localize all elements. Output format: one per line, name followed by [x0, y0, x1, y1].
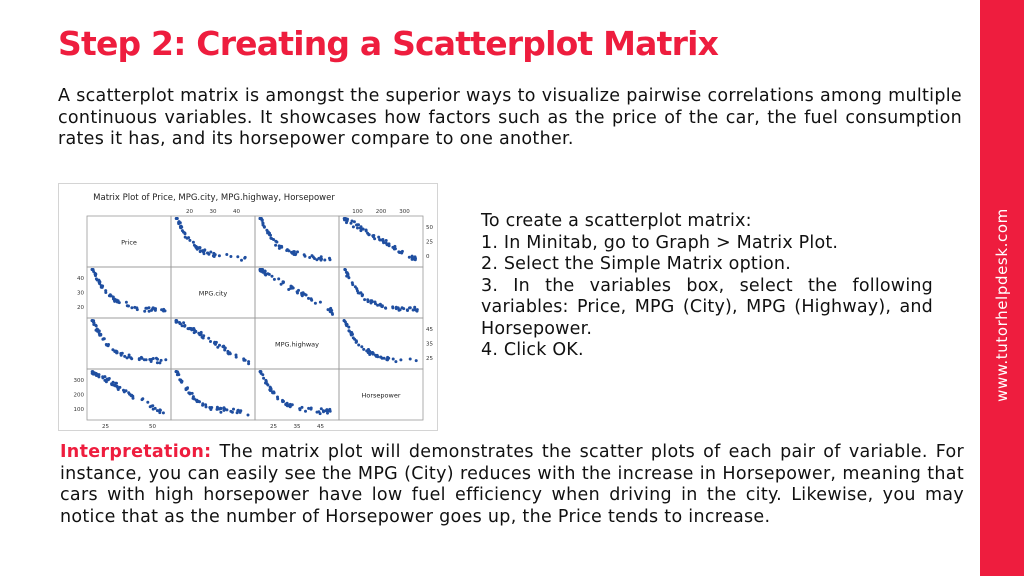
side-brand-bar: [980, 0, 1024, 576]
scatter-point: [119, 352, 122, 355]
scatter-point: [385, 242, 388, 245]
scatter-point: [187, 236, 190, 239]
scatter-point: [355, 224, 358, 227]
scatter-point: [152, 357, 155, 360]
scatter-point: [108, 294, 111, 297]
scatter-point: [343, 268, 346, 271]
tick-label: 200: [375, 209, 387, 215]
scatter-point: [413, 306, 416, 309]
scatter-point: [235, 356, 238, 359]
scatter-point: [406, 309, 409, 312]
scatter-point: [329, 258, 332, 261]
scatter-point: [381, 305, 384, 308]
scatter-point: [262, 222, 265, 225]
tick-label: 300: [73, 378, 84, 385]
scatter-point: [107, 344, 110, 347]
scatter-point: [354, 285, 357, 288]
variable-label: MPG.highway: [275, 340, 319, 349]
variable-label: MPG.city: [198, 289, 228, 298]
scatter-point: [360, 345, 363, 348]
tick-label: 35: [426, 341, 433, 348]
scatter-point: [274, 240, 277, 243]
scatter-point: [301, 406, 304, 409]
scatter-point: [319, 412, 322, 415]
scatter-point: [143, 310, 146, 313]
scatter-point: [384, 307, 387, 310]
scatter-point: [224, 347, 227, 350]
scatter-point: [274, 244, 277, 247]
tick-label: 30: [209, 209, 217, 215]
scatter-point: [310, 407, 313, 410]
scatter-point: [357, 344, 360, 347]
tick-label: 0: [426, 253, 430, 260]
scatter-point: [125, 389, 128, 392]
scatter-point: [99, 333, 102, 336]
scatter-point: [345, 323, 348, 326]
scatter-point: [262, 377, 265, 380]
scatter-point: [366, 232, 369, 235]
tick-label: 25: [101, 424, 109, 430]
scatter-point: [402, 307, 405, 310]
scatter-point: [209, 251, 212, 254]
scatter-point: [367, 348, 370, 351]
scatterplot-matrix-figure: [58, 183, 438, 431]
scatter-point: [350, 331, 353, 334]
scatter-point: [239, 411, 242, 414]
scatter-point: [271, 275, 274, 278]
scatter-point: [362, 228, 365, 231]
scatter-point: [247, 362, 250, 365]
matrix-diagonal-labels: [121, 239, 401, 400]
scatter-point: [269, 237, 272, 240]
scatter-point: [266, 272, 269, 275]
interpretation-label: Interpretation:: [60, 442, 212, 462]
scatter-point: [303, 253, 306, 256]
scatter-point: [122, 389, 125, 392]
scatter-point: [160, 359, 163, 362]
scatter-point: [329, 310, 332, 313]
scatter-point: [391, 305, 394, 308]
scatter-point: [412, 309, 415, 312]
scatter-point: [220, 407, 223, 410]
scatter-point: [350, 222, 353, 225]
scatter-point: [229, 255, 232, 258]
scatter-point: [317, 257, 320, 260]
scatter-point: [114, 384, 117, 387]
scatter-point: [105, 380, 108, 383]
tick-label: 25: [426, 355, 433, 362]
instructions-heading: To create a scatterplot matrix:: [481, 211, 752, 231]
scatter-point: [392, 358, 395, 361]
tick-label: 45: [317, 424, 325, 430]
matrix-plot-title: Matrix Plot of Price, MPG.city, MPG.highway, Horsepower: [93, 193, 335, 203]
matrix-plot-svg: [59, 184, 437, 430]
scatter-point: [312, 256, 315, 259]
scatter-point: [415, 359, 418, 362]
scatter-point: [282, 281, 285, 284]
instruction-step: 3. In the variables box, select the following variables: Price, MPG (City), MPG (Highway), and Horsepower.: [481, 275, 933, 339]
scatter-point: [181, 229, 184, 232]
scatter-point: [232, 408, 235, 411]
scatter-point: [188, 327, 191, 330]
scatter-point: [98, 281, 101, 284]
scatter-point: [94, 324, 97, 327]
scatter-point: [310, 298, 313, 301]
scatter-point: [132, 397, 135, 400]
scatter-point: [192, 397, 195, 400]
scatter-point: [108, 377, 111, 380]
tick-label: 30: [77, 290, 84, 297]
scatter-point: [180, 381, 183, 384]
scatter-point: [158, 411, 161, 414]
scatter-point: [148, 306, 151, 309]
scatter-point: [91, 372, 94, 375]
variable-label: Horsepower: [361, 391, 401, 400]
scatter-point: [225, 408, 228, 411]
intro-paragraph: A scatterplot matrix is amongst the superior ways to visualize pairwise correlations among multiple continuous variables. It showcases how factors such as the price of the car, the fuel consumption rates it has, and its horsepower compare to one another.: [58, 86, 962, 149]
scatter-point: [367, 300, 370, 303]
tick-label: 20: [185, 209, 193, 215]
scatter-point: [199, 249, 202, 252]
scatter-point: [196, 246, 199, 249]
scatter-point: [188, 239, 191, 242]
scatter-point: [302, 291, 305, 294]
scatter-point: [362, 348, 365, 351]
scatter-point: [201, 336, 204, 339]
scatter-point: [164, 358, 167, 361]
instruction-step: 4. Click OK.: [481, 340, 584, 360]
scatter-point: [135, 306, 138, 309]
scatter-point: [115, 382, 118, 385]
scatter-point: [101, 338, 104, 341]
scatter-point: [329, 410, 332, 413]
scatter-point: [148, 310, 151, 313]
matrix-panel: [339, 318, 423, 369]
scatter-point: [289, 405, 292, 408]
scatter-point: [281, 400, 284, 403]
scatter-point: [244, 256, 247, 259]
scatter-point: [284, 403, 287, 406]
scatter-point: [91, 319, 94, 322]
scatter-point: [203, 252, 206, 255]
scatter-point: [209, 340, 212, 343]
scatter-point: [218, 254, 221, 257]
scatter-point: [278, 244, 281, 247]
scatter-point: [314, 302, 317, 305]
scatter-point: [409, 358, 412, 361]
variable-label: Price: [121, 238, 137, 247]
scatter-point: [319, 301, 322, 304]
scatter-point: [126, 304, 129, 307]
scatter-point: [307, 297, 310, 300]
scatter-point: [307, 407, 310, 410]
scatter-point: [175, 217, 178, 220]
instructions-block: [481, 211, 933, 362]
tick-label: 20: [77, 304, 84, 311]
scatter-point: [370, 302, 373, 305]
scatter-point: [263, 226, 266, 229]
scatter-point: [198, 400, 201, 403]
scatter-point: [259, 370, 262, 373]
scatter-point: [331, 313, 334, 316]
scatter-point: [156, 358, 159, 361]
matrix-panel: [255, 216, 339, 267]
scatter-point: [130, 306, 133, 309]
scatter-point: [263, 270, 266, 273]
scatter-point: [353, 220, 356, 223]
scatter-point: [236, 255, 239, 258]
tick-label: 40: [77, 276, 84, 283]
tick-label: 50: [149, 424, 157, 430]
website-url: www.tutorhelpdesk.com: [993, 208, 1011, 402]
scatter-point: [277, 277, 280, 280]
matrix-grid: [87, 216, 423, 420]
scatter-point: [162, 411, 165, 414]
scatter-point: [213, 252, 216, 255]
scatter-point: [156, 409, 159, 412]
scatter-point: [183, 325, 186, 328]
scatter-point: [227, 352, 230, 355]
scatter-point: [141, 398, 144, 401]
scatter-point: [98, 373, 101, 376]
matrix-panel: [87, 318, 171, 369]
scatter-point: [176, 373, 179, 376]
scatter-point: [162, 308, 165, 311]
matrix-panel: [87, 267, 171, 318]
tick-label: 35: [293, 424, 301, 430]
scatter-point: [182, 321, 185, 324]
scatter-point: [115, 351, 118, 354]
scatter-point: [416, 308, 419, 311]
scatter-point: [200, 331, 203, 334]
scatter-point: [240, 259, 243, 262]
tick-label: 50: [426, 225, 433, 232]
scatter-point: [175, 321, 178, 324]
scatter-point: [100, 286, 103, 289]
interpretation-paragraph: [60, 442, 964, 528]
scatter-point: [207, 337, 210, 340]
scatter-point: [194, 330, 197, 333]
scatter-point: [399, 358, 402, 361]
scatter-point: [144, 307, 147, 310]
scatter-point: [111, 348, 114, 351]
instruction-step: 1. In Minitab, go to Graph > Matrix Plot.: [481, 232, 839, 253]
scatter-point: [377, 236, 380, 239]
matrix-panel: [339, 267, 423, 318]
scatter-point: [308, 256, 311, 259]
scatter-point: [140, 356, 143, 359]
scatter-point: [98, 330, 101, 333]
scatter-point: [290, 285, 293, 288]
scatter-point: [356, 227, 359, 230]
tick-label: 25: [269, 424, 277, 430]
scatter-point: [320, 258, 323, 261]
tick-label: 25: [426, 239, 433, 246]
scatter-point: [125, 301, 128, 304]
scatter-point: [285, 249, 288, 252]
instruction-step: 2. Select the Simple Matrix option.: [481, 254, 791, 274]
scatter-point: [276, 397, 279, 400]
scatter-point: [180, 226, 183, 229]
scatter-point: [363, 298, 366, 301]
scatter-point: [192, 241, 195, 244]
scatter-point: [154, 407, 157, 410]
tick-label: 300: [399, 209, 410, 215]
scatter-point: [187, 391, 190, 394]
scatter-point: [128, 354, 131, 357]
interpretation-text: The matrix plot will demonstrates the scatter plots of each pair of variable. For instance, you can easily see the MPG (City) reduces with the increase in Horsepower, meaning that cars with high horsepower have low fuel efficiency when driving in the city. Likewise, you may notice that as the number of Horsepower goes up, the Price tends to increase.: [60, 442, 964, 527]
scatter-point: [92, 270, 95, 273]
scatter-point: [159, 408, 162, 411]
scatter-point: [343, 319, 346, 322]
scatter-point: [352, 336, 355, 339]
scatter-point: [394, 360, 397, 363]
scatter-point: [304, 410, 307, 413]
scatter-point: [411, 256, 414, 259]
scatter-point: [296, 250, 299, 253]
scatter-point: [175, 370, 178, 373]
scatter-point: [267, 231, 270, 234]
matrix-panel: [171, 369, 255, 420]
scatter-point: [184, 232, 187, 235]
scatter-point: [223, 406, 226, 409]
scatter-point: [414, 255, 417, 258]
scatter-point: [359, 291, 362, 294]
scatter-point: [110, 383, 113, 386]
scatter-point: [205, 405, 208, 408]
scatter-point: [259, 268, 262, 271]
scatter-point: [323, 259, 326, 262]
scatter-point: [115, 299, 118, 302]
tick-label: 45: [426, 327, 433, 334]
scatter-point: [213, 342, 216, 345]
scatter-point: [269, 234, 272, 237]
scatter-point: [129, 356, 132, 359]
scatter-point: [219, 411, 222, 414]
scatter-point: [201, 402, 204, 405]
scatter-point: [346, 272, 349, 275]
scatter-point: [372, 352, 375, 355]
scatter-point: [388, 244, 391, 247]
scatter-point: [379, 356, 382, 359]
scatter-point: [138, 358, 141, 361]
scatter-point: [143, 358, 146, 361]
scatter-point: [386, 358, 389, 361]
scatter-point: [393, 245, 396, 248]
scatter-point: [95, 372, 98, 375]
scatter-point: [273, 278, 276, 281]
scatter-point: [206, 252, 209, 255]
scatter-point: [179, 221, 182, 224]
scatter-point: [101, 375, 104, 378]
scatter-point: [297, 289, 300, 292]
scatter-point: [148, 358, 151, 361]
scatter-point: [372, 234, 375, 237]
scatter-point: [94, 273, 97, 276]
scatter-point: [265, 380, 268, 383]
scatter-point: [380, 239, 383, 242]
scatter-point: [378, 304, 381, 307]
scatter-point: [225, 253, 228, 256]
tick-label: 200: [73, 392, 84, 399]
scatter-point: [280, 283, 283, 286]
scatter-point: [346, 219, 349, 222]
page-title: Step 2: Creating a Scatterplot Matrix: [58, 24, 719, 63]
scatter-point: [150, 405, 153, 408]
scatter-point: [352, 225, 355, 228]
tick-label: 40: [233, 209, 241, 215]
scatter-point: [130, 394, 133, 397]
scatter-point: [259, 217, 262, 220]
scatter-point: [400, 252, 403, 255]
scatter-point: [343, 217, 346, 220]
scatter-point: [351, 281, 354, 284]
scatter-point: [247, 414, 250, 417]
scatter-point: [229, 410, 232, 413]
tick-label: 100: [352, 209, 363, 215]
scatter-point: [104, 291, 107, 294]
scatter-point: [146, 401, 149, 404]
scatter-point: [287, 288, 290, 291]
scatter-point: [382, 241, 385, 244]
scatter-point: [408, 306, 411, 309]
scatter-point: [355, 339, 358, 342]
scatter-point: [322, 409, 325, 412]
scatter-point: [408, 256, 411, 259]
scatter-point: [178, 322, 181, 325]
scatter-point: [296, 292, 299, 295]
scatter-point: [264, 273, 267, 276]
scatter-point: [117, 388, 120, 391]
scatter-point: [154, 309, 157, 312]
scatter-point: [397, 306, 400, 309]
scatter-point: [185, 388, 188, 391]
tick-label: 100: [73, 406, 84, 413]
scatter-point: [376, 354, 379, 357]
scatter-point: [368, 353, 371, 356]
scatter-point: [270, 388, 273, 391]
scatter-point: [242, 359, 245, 362]
scatter-point: [385, 239, 388, 242]
scatter-point: [347, 276, 350, 279]
scatter-point: [209, 408, 212, 411]
scatter-point: [216, 346, 219, 349]
scatter-point: [95, 277, 98, 280]
scatter-point: [373, 237, 376, 240]
scatter-point: [383, 357, 386, 360]
scatter-point: [112, 297, 115, 300]
scatter-point: [356, 289, 359, 292]
scatter-point: [271, 390, 274, 393]
